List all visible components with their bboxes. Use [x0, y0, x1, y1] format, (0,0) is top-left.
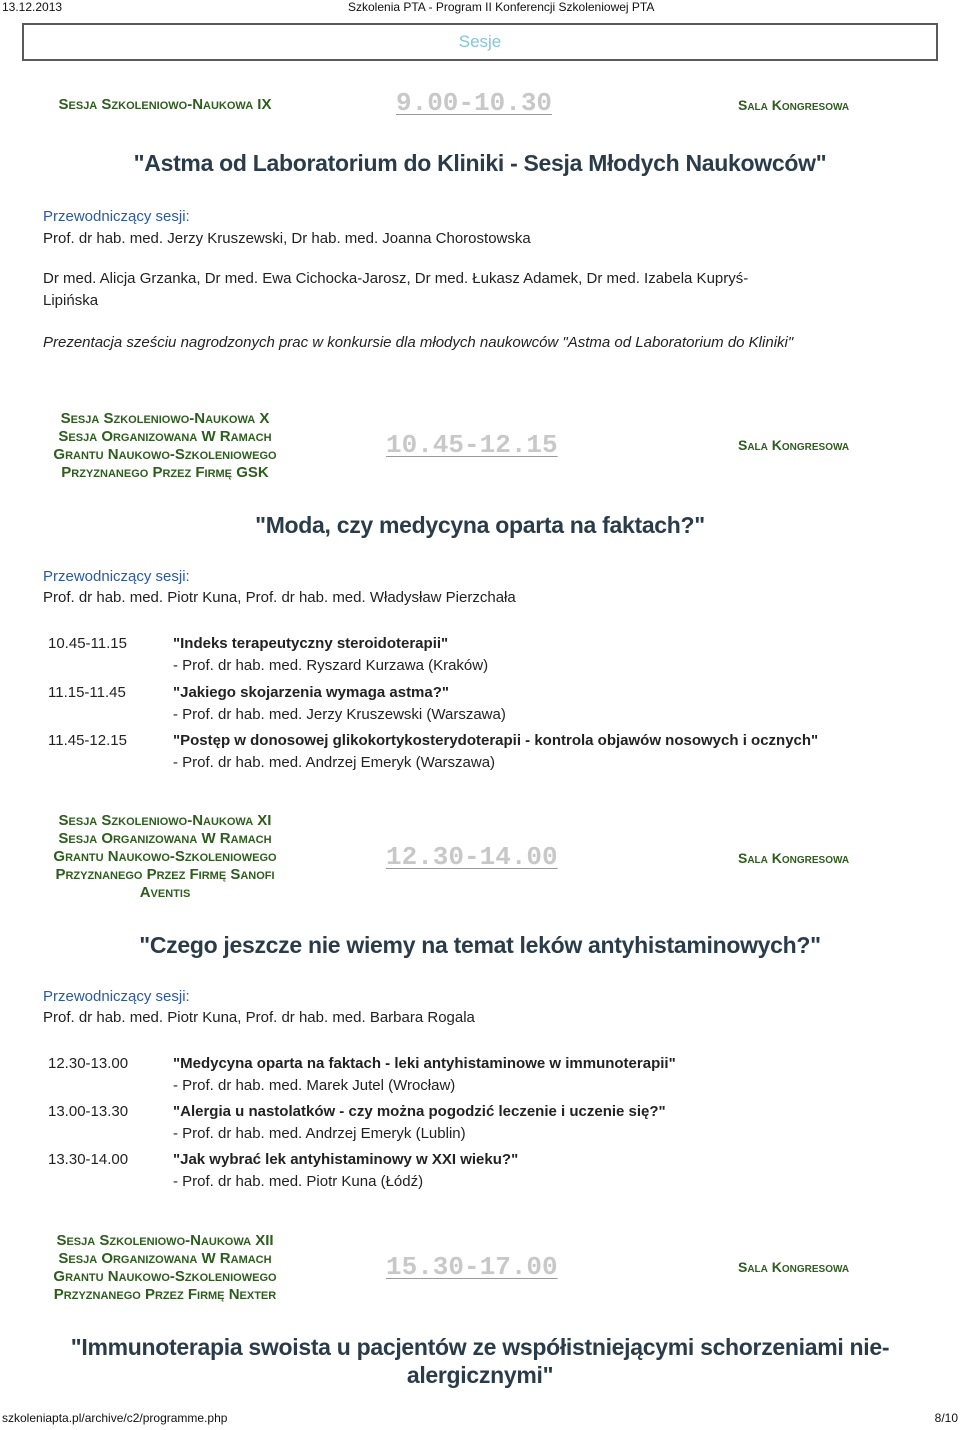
talk-title: "Postęp w donosowej glikokortykosterydoterapii - kontrola objawów nosowych i ocznych" [173, 732, 819, 749]
talk-speaker: - Prof. dr hab. med. Marek Jutel (Wrocław) [173, 1077, 456, 1094]
session-label-line: Sesja Organizowana W Ramach [58, 428, 272, 445]
session-label-line: Grantu Naukowo-Szkoleniowego [53, 848, 277, 865]
session-label-line: Sesja Organizowana W Ramach [58, 830, 272, 847]
talk-time: 10.45-11.15 [48, 635, 127, 652]
session-label-line: Przyznanego Przez Firmę GSK [61, 464, 269, 481]
session-title: "Astma od Laboratorium do Kliniki - Sesja Młodych Naukowców" [133, 150, 827, 176]
section-header [22, 23, 938, 61]
session-label-line: Aventis [139, 884, 191, 901]
session-time[interactable]: 10.45-12.15 [386, 430, 558, 460]
session-label [40, 812, 290, 902]
session-label [40, 1232, 290, 1304]
session-title: "Immunoterapia swoista u pacjentów ze współistniejącymi schorzeniami nie- [70, 1334, 890, 1360]
session-label-line: Przyznanego Przez Firmę Sanofi [55, 866, 275, 883]
section-header-title: Sesje [458, 32, 502, 51]
chair-label: Przewodniczący sesji: [43, 988, 190, 1005]
session-label [40, 410, 290, 482]
presentation-note: Prezentacja sześciu nagrodzonych prac w konkursie dla młodych naukowców "Astma od Laboratorium do Kliniki" [43, 334, 794, 351]
session-room: Sala Kongresowa [738, 97, 850, 113]
talk-speaker: - Prof. dr hab. med. Andrzej Emeryk (Warszawa) [173, 754, 496, 771]
talk-speaker: - Prof. dr hab. med. Andrzej Emeryk (Lublin) [173, 1125, 466, 1142]
talk-title: "Alergia u nastolatków - czy można pogodzić leczenie i uczenie się?" [173, 1103, 666, 1120]
session-label-line: Sesja Szkoleniowo-Naukowa XII [56, 1232, 274, 1249]
talk-speaker: - Prof. dr hab. med. Jerzy Kruszewski (Warszawa) [173, 706, 506, 723]
session-title: alergicznymi" [406, 1362, 554, 1388]
session-title: "Moda, czy medycyna oparta na faktach?" [255, 512, 705, 538]
chair-label: Przewodniczący sesji: [43, 208, 190, 225]
session-label-line: Sesja Szkoleniowo-Naukowa X [60, 410, 270, 427]
session-label-line: Grantu Naukowo-Szkoleniowego [53, 1268, 277, 1285]
talk-time: 11.45-12.15 [48, 732, 127, 749]
session-time[interactable]: 15.30-17.00 [386, 1252, 558, 1282]
page-number: 8/10 [934, 1411, 958, 1425]
talk-time: 13.30-14.00 [48, 1151, 129, 1168]
talk-speaker: - Prof. dr hab. med. Piotr Kuna (Łódź) [173, 1173, 424, 1190]
chair-names: Prof. dr hab. med. Jerzy Kruszewski, Dr hab. med. Joanna Chorostowska [43, 230, 531, 247]
speakers-line: Lipińska [43, 292, 99, 309]
session-time[interactable]: 9.00-10.30 [396, 88, 553, 118]
chair-names: Prof. dr hab. med. Piotr Kuna, Prof. dr hab. med. Władysław Pierzchała [43, 589, 516, 606]
session-room: Sala Kongresowa [738, 850, 850, 866]
talk-time: 12.30-13.00 [48, 1055, 129, 1072]
session-label-line: Sesja Organizowana W Ramach [58, 1250, 272, 1267]
talk-title: "Indeks terapeutyczny steroidoterapii" [173, 635, 449, 652]
talk-title: "Medycyna oparta na faktach - leki antyhistaminowe w immunoterapii" [173, 1055, 676, 1072]
print-date: 13.12.2013 [2, 0, 63, 14]
session-title: "Czego jeszcze nie wiemy na temat leków antyhistaminowych?" [139, 932, 821, 958]
session-label-line: Grantu Naukowo-Szkoleniowego [53, 446, 277, 463]
session-label: Sesja Szkoleniowo-Naukowa IX [58, 96, 272, 113]
print-title: Szkolenia PTA - Program II Konferencji Szkoleniowej PTA [348, 0, 655, 14]
session-time[interactable]: 12.30-14.00 [386, 842, 558, 872]
session-room: Sala Kongresowa [738, 1259, 850, 1275]
session-label-line: Sesja Szkoleniowo-Naukowa XI [58, 812, 272, 829]
talk-time: 13.00-13.30 [48, 1103, 129, 1120]
print-header [0, 0, 960, 12]
chair-names: Prof. dr hab. med. Piotr Kuna, Prof. dr hab. med. Barbara Rogala [43, 1009, 475, 1026]
talk-time: 11.15-11.45 [48, 684, 126, 701]
session-label-line: Przyznanego Przez Firmę Nexter [53, 1286, 277, 1303]
talk-speaker: - Prof. dr hab. med. Ryszard Kurzawa (Kraków) [173, 657, 489, 674]
session-room: Sala Kongresowa [738, 437, 850, 453]
speakers-line: Dr med. Alicja Grzanka, Dr med. Ewa Cichocka-Jarosz, Dr med. Łukasz Adamek, Dr med. Izabela Kupryś- [43, 270, 749, 287]
chair-label: Przewodniczący sesji: [43, 568, 190, 585]
talk-title: "Jak wybrać lek antyhistaminowy w XXI wieku?" [173, 1151, 519, 1168]
talk-title: "Jakiego skojarzenia wymaga astma?" [173, 684, 450, 701]
page-url: szkoleniapta.pl/archive/c2/programme.php [2, 1411, 228, 1425]
